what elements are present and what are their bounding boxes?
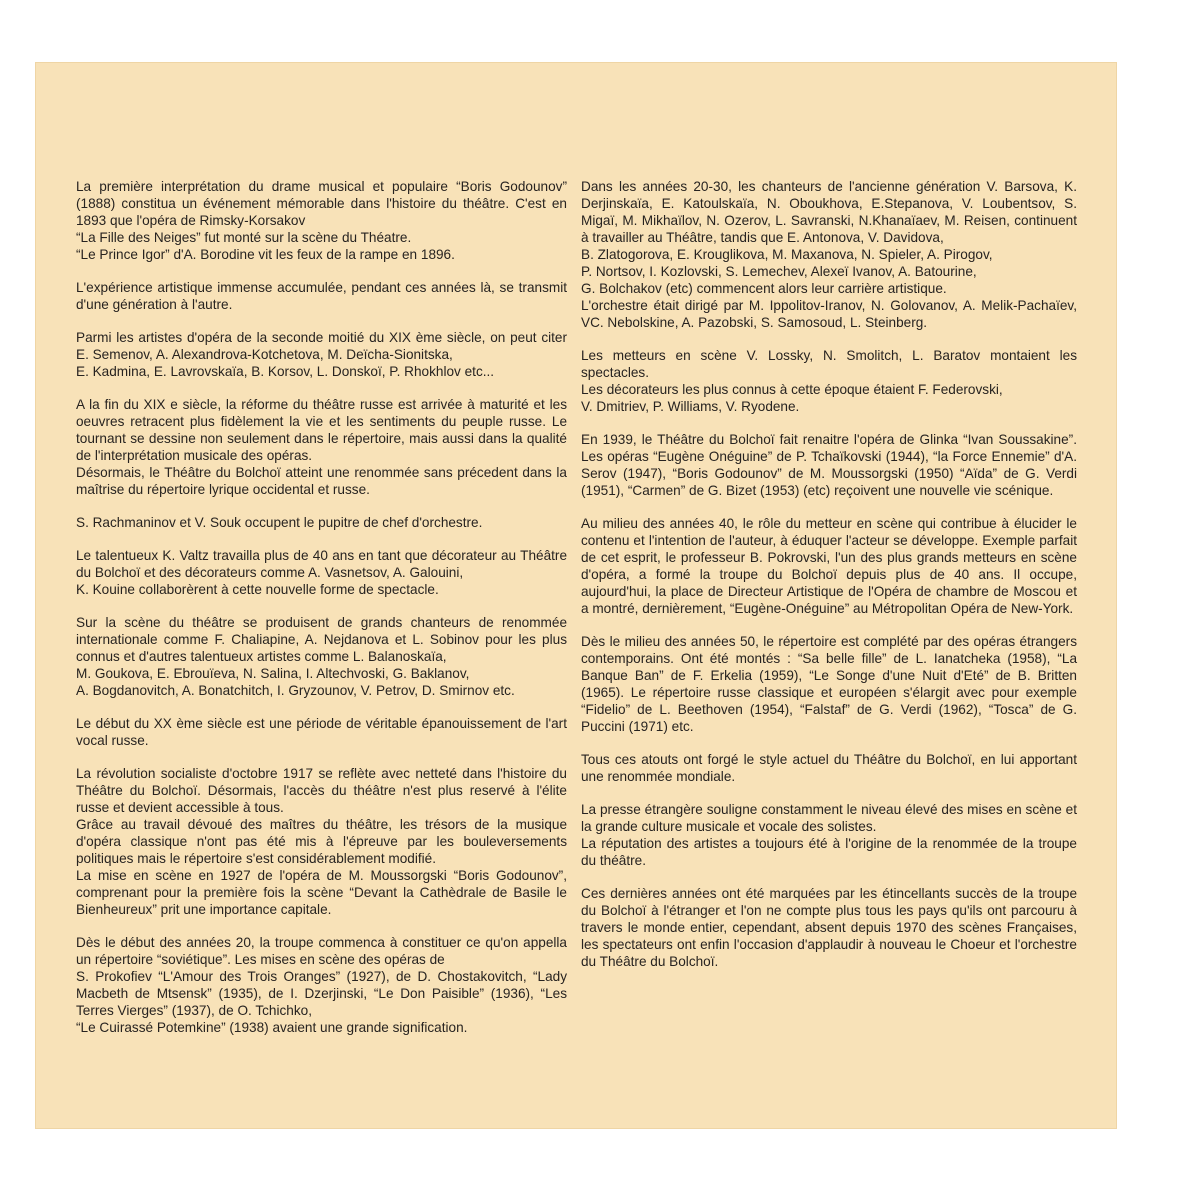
paragraph: [76, 934, 567, 1036]
paragraph-text: Dans les années 20-30, les chanteurs de l'ancienne génération V. Barsova, K. Derjinskaïa, E. Katoulskaïa, N. Oboukhova, E.Stepanova, V. Loubentsov, S. Migaï, M. Mikhaïlov, N. Ozerov, L. Savranski, N.Khanaïaev, M. Reisen, continuent à travailler au Théâtre, tandis que E. Antonova, V. Davidova,: [581, 179, 1077, 245]
paragraph-text: S. Prokofiev “L'Amour des Trois Oranges” (1927), de D. Chostakovitch, “Lady Macbeth de Mtsensk” (1935), de I. Dzerjinski, “Le Don Paisible” (1936), “Les Terres Vierges” (1937), de O. Tchichko,: [76, 969, 567, 1018]
paragraph: [76, 514, 567, 531]
paragraph: [76, 329, 567, 380]
paragraph: [581, 801, 1077, 869]
paragraph-text: La première interprétation du drame musical et populaire “Boris Godounov” (1888) constitua un événement mémorable dans l'histoire du théâtre. C'est en 1893 que l'opéra de Rimsky-Korsakov: [76, 179, 567, 228]
paragraph-text: La révolution socialiste d'octobre 1917 se reflète avec netteté dans l'histoire du Théâtre du Bolchoï. Désormais, l'accès du théâtre n'est plus reservé à l'élite russe et devient accessible à tous.: [76, 766, 567, 815]
paragraph: [581, 347, 1077, 415]
paragraph: [581, 633, 1077, 735]
paragraph-text: En 1939, le Théâtre du Bolchoï fait renaitre l'opéra de Glinka “Ivan Soussakine”. Les opéras “Eugène Onéguine” de P. Tchaïkovski (1944), “la Force Ennemie” d'A. Serov (1947), “Boris Godounov” de M. Moussorgski (1950) “Aïda” de G. Verdi (1951), “Carmen” de G. Bizet (1953) (etc) reçoivent une nouvelle vie scénique.: [581, 432, 1077, 498]
paragraph: [76, 614, 567, 699]
paragraph-text: K. Kouine collaborèrent à cette nouvelle forme de spectacle.: [76, 582, 439, 597]
paragraph: [581, 515, 1077, 617]
booklet-page: [35, 62, 1117, 1129]
paragraph-text: Grâce au travail dévoué des maîtres du théâtre, les trésors de la musique d'opéra classique n'ont pas été mis à l'épreuve par les bouleversements politiques mais le répertoire s'est considérablement modifié.: [76, 817, 567, 866]
paragraph-text: B. Zlatogorova, E. Krouglikova, M. Maxanova, N. Spieler, A. Pirogov,: [581, 247, 993, 262]
paragraph-text: Dès le milieu des années 50, le répertoire est complété par des opéras étrangers contemporains. Ont été montés : “Sa belle fille” de L. Ianatcheka (1958), “La Banque Ban” de F. Erkelia (1959), “Le Songe d'une Nuit d'Eté” de B. Britten (1965). Le répertoire russe classique et européen s'élargit avec pour exemple “Fidelio” de L. Beethoven (1954), “Falstaf” de G. Verdi (1962), “Tosca” de G. Puccini (1971) etc.: [581, 634, 1077, 734]
paragraph-text: Sur la scène du théâtre se produisent de grands chanteurs de renommée internationale comme F. Chaliapine, A. Nejdanova et L. Sobinov pour les plus connus et d'autres talentueux artistes comme L. Balanoskaïa,: [76, 615, 567, 664]
paragraph-text: L'expérience artistique immense accumulée, pendant ces années là, se transmit d'une génération à l'autre.: [76, 280, 567, 312]
paragraph: [76, 547, 567, 598]
paragraph: [581, 178, 1077, 331]
paragraph-text: La mise en scène en 1927 de l'opéra de M. Moussorgski “Boris Godounov”, comprenant pour la première fois la scène “Devant la Cathèdrale de Basile le Bienheureux” prit une importance capitale.: [76, 868, 567, 917]
right-text-column: [581, 178, 1077, 986]
paragraph-text: Parmi les artistes d'opéra de la seconde moitié du XIX ème siècle, on peut citer E. Semenov, A. Alexandrova-Kotchetova, M. Deïcha-Sionitska,: [76, 330, 567, 362]
paragraph-text: Les décorateurs les plus connus à cette époque étaient F. Federovski,: [581, 382, 1003, 397]
paragraph-text: Le début du XX ème siècle est une période de véritable épanouissement de l'art vocal russe.: [76, 716, 567, 748]
paragraph-text: E. Kadmina, E. Lavrovskaïa, B. Korsov, L. Donskoï, P. Rhokhlov etc...: [76, 364, 495, 379]
paragraph-text: Tous ces atouts ont forgé le style actuel du Théâtre du Bolchoï, en lui apportant une renommée mondiale.: [581, 752, 1077, 784]
paragraph: [76, 765, 567, 918]
paragraph-text: La réputation des artistes a toujours été à l'origine de la renommée de la troupe du théâtre.: [581, 836, 1077, 868]
paragraph-text: M. Goukova, E. Ebrouïeva, N. Salina, I. Altechvoski, G. Baklanov,: [76, 666, 470, 681]
paragraph-text: S. Rachmaninov et V. Souk occupent le pupitre de chef d'orchestre.: [76, 515, 483, 530]
paragraph-text: “Le Cuirassé Potemkine” (1938) avaient une grande signification.: [76, 1020, 468, 1035]
paragraph: [76, 715, 567, 749]
paragraph-text: Désormais, le Théâtre du Bolchoï atteint une renommée sans précedent dans la maîtrise du répertoire lyrique occidental et russe.: [76, 465, 567, 497]
paragraph: [581, 885, 1077, 970]
paragraph-text: Ces dernières années ont été marquées par les étincellants succès de la troupe du Bolchoï à l'étranger et l'on ne compte plus tous les pays qu'ils ont parcouru à travers le monde entier, cependant, absent depuis 1970 des scènes Françaises, les spectateurs ont enfin l'occasion d'applaudir à nouveau le Choeur et l'orchestre du Théâtre du Bolchoï.: [581, 886, 1077, 969]
paragraph-text: “La Fille des Neiges” fut monté sur la scène du Théatre.: [76, 230, 412, 245]
paragraph-text: Les metteurs en scène V. Lossky, N. Smolitch, L. Baratov montaient les spectacles.: [581, 348, 1077, 380]
paragraph-text: “Le Prince Igor” d'A. Borodine vit les feux de la rampe en 1896.: [76, 247, 455, 262]
paragraph-text: G. Bolchakov (etc) commencent alors leur carrière artistique.: [581, 281, 947, 296]
paragraph-text: P. Nortsov, I. Kozlovski, S. Lemechev, Alexeï Ivanov, A. Batourine,: [581, 264, 977, 279]
paragraph: [76, 178, 567, 263]
left-text-column: [76, 178, 567, 1052]
paragraph-text: Dès le début des années 20, la troupe commenca à constituer ce qu'on appella un répertoire “soviétique”. Les mises en scène des opéras de: [76, 935, 567, 967]
paragraph-text: V. Dmitriev, P. Williams, V. Ryodene.: [581, 399, 800, 414]
paragraph-text: A la fin du XIX e siècle, la réforme du théâtre russe est arrivée à maturité et les oeuvres retracent plus fidèlement la vie et les sentiments du peuple russe. Le tournant se dessine non seulement dans le répertoire, mais aussi dans la qualité de l'interprétation musicale des opéras.: [76, 397, 567, 463]
paragraph: [76, 396, 567, 498]
paragraph-text: Au milieu des années 40, le rôle du metteur en scène qui contribue à élucider le contenu et l'intention de l'auteur, à éduquer l'acteur se développe. Exemple parfait de cet esprit, le professeur B. Pokrovski, l'un des plus grands metteurs en scène d'opéra, a formé la troupe du Bolchoï depuis plus de 40 ans. Il occupe, aujourd'hui, la place de Directeur Artistique de l'Opéra de chambre de Moscou et a montré, dernièrement, “Eugène-Onéguine” au Métropolitan Opéra de New-York.: [581, 516, 1077, 616]
paragraph-text: A. Bogdanovitch, A. Bonatchitch, I. Gryzounov, V. Petrov, D. Smirnov etc.: [76, 683, 515, 698]
paragraph-text: Le talentueux K. Valtz travailla plus de 40 ans en tant que décorateur au Théâtre du Bolchoï et des décorateurs comme A. Vasnetsov, A. Galouini,: [76, 548, 567, 580]
paragraph: [76, 279, 567, 313]
paragraph-text: L'orchestre était dirigé par M. Ippolitov-Iranov, N. Golovanov, A. Melik-Pachaïev, VC. Nebolskine, A. Pazobski, S. Samosoud, L. Steinberg.: [581, 298, 1077, 330]
paragraph-text: La presse étrangère souligne constamment le niveau élevé des mises en scène et la grande culture musicale et vocale des solistes.: [581, 802, 1077, 834]
paragraph: [581, 751, 1077, 785]
paragraph: [581, 431, 1077, 499]
